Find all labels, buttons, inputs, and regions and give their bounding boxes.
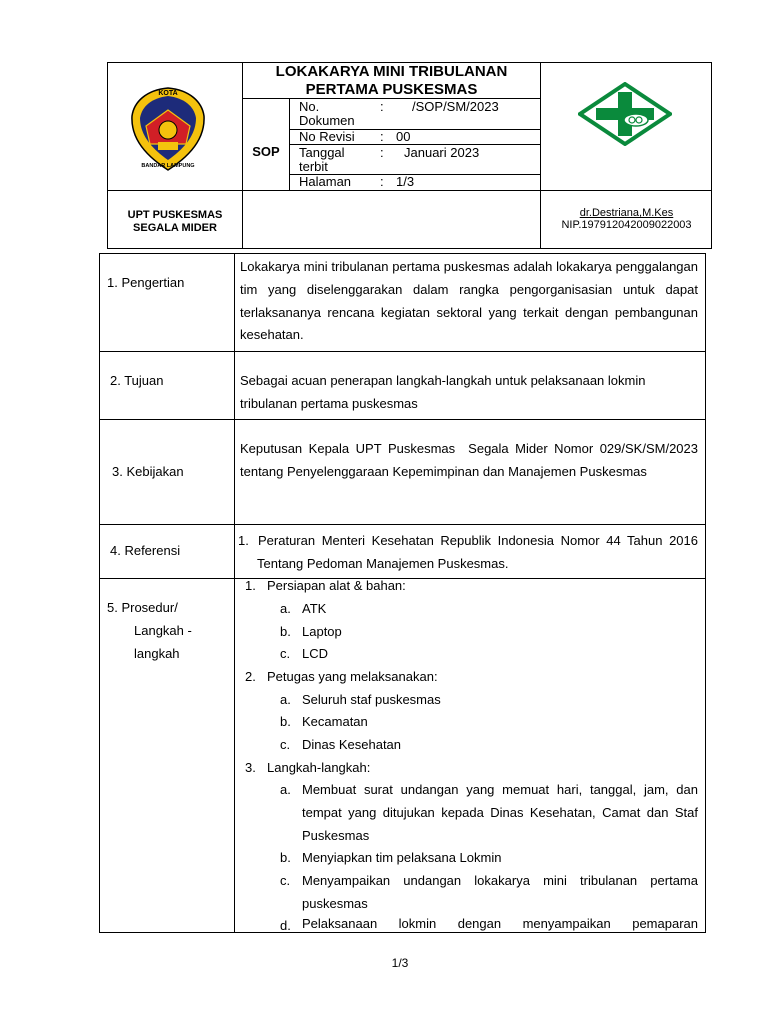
- meta-label: Tanggal: [299, 145, 345, 160]
- meta-value: 1/3: [396, 174, 415, 189]
- org-line-2: SEGALA MIDER: [133, 222, 217, 234]
- step-num: 2.: [245, 669, 256, 684]
- sub-text: Menyampaikan undangan lokakarya mini tribulanan pertama puskesmas: [302, 873, 698, 911]
- sub-text: ATK: [302, 601, 327, 616]
- prosedur-label-3: langkah: [134, 645, 180, 661]
- section-label-referensi: 4. Referensi: [110, 543, 181, 558]
- meta-value: Januari 2023: [404, 145, 480, 160]
- section-label-tujuan: 2. Tujuan: [110, 373, 164, 388]
- sub-num: a.: [280, 782, 291, 797]
- meta-sep: :: [380, 174, 384, 189]
- sub-num: c.: [280, 646, 291, 661]
- sop-label: SOP: [252, 144, 280, 159]
- meta-row-dokumen: [290, 98, 540, 130]
- row-divider: [99, 351, 706, 352]
- sub-num: b.: [280, 850, 291, 865]
- step-text: Petugas yang melaksanakan:: [267, 669, 438, 684]
- section-label-pengertian: 1. Pengertian: [107, 275, 185, 290]
- sub-text: Pelaksanaan lokmin dengan menyampaikan pemaparan: [302, 916, 698, 931]
- title-line-2: PERTAMA PUSKESMAS: [305, 81, 478, 98]
- meta-sep: :: [380, 99, 384, 114]
- sub-num: a.: [280, 692, 291, 707]
- sub-text: Laptop: [302, 624, 342, 639]
- sub-num: b.: [280, 714, 291, 729]
- sub-text: Membuat surat undangan yang memuat hari, tanggal, jam, dan tempat yang ditujukan kepada Dinas Kesehatan, Camat dan Staf Puskesmas: [302, 782, 698, 843]
- org-line-1: UPT PUSKESMAS: [127, 209, 223, 221]
- divider: [107, 190, 712, 191]
- meta-row-tanggal: [290, 144, 540, 175]
- section-label-kebijakan: 3. Kebijakan: [112, 464, 184, 479]
- meta-value: 00: [396, 129, 411, 144]
- organization-name: [108, 209, 242, 235]
- sub-text: Menyiapkan tim pelaksana Lokmin: [302, 850, 502, 865]
- meta-label: No.: [299, 99, 320, 114]
- step-text: Langkah-langkah:: [267, 760, 371, 775]
- meta-sep: :: [380, 145, 384, 160]
- sub-num: c.: [280, 873, 291, 888]
- sub-text: Kecamatan: [302, 714, 368, 729]
- row-divider: [99, 524, 706, 525]
- sub-num: c.: [280, 737, 291, 752]
- document-title: [243, 63, 540, 99]
- prosedur-label-1: 5. Prosedur/: [107, 600, 178, 615]
- signer-name: dr.Destriana,M.Kes: [579, 207, 674, 219]
- section-text-kebijakan: Keputusan Kepala UPT Puskesmas Segala Mider Nomor 029/SK/SM/2023 tentang Penyelenggaraan Kepemimpinan dan Manajemen Puskesmas: [240, 441, 706, 479]
- meta-sep: :: [380, 129, 384, 144]
- sub-num: b.: [280, 624, 291, 639]
- step-text: Persiapan alat & bahan:: [267, 578, 406, 593]
- referensi-num: 1.: [238, 533, 249, 548]
- meta-label: Halaman: [299, 174, 352, 189]
- step-num: 3.: [245, 760, 256, 775]
- meta-row-halaman: [290, 174, 540, 190]
- svg-text:KOTA: KOTA: [158, 90, 178, 97]
- section-label-prosedur: [107, 597, 192, 665]
- section-text-referensi: Peraturan Menteri Kesehatan Republik Indonesia Nomor 44 Tahun 2016 Tentang Pedoman Manajemen Puskesmas.: [257, 533, 698, 571]
- sub-text: Seluruh staf puskesmas: [302, 692, 441, 707]
- section-text-tujuan: Sebagai acuan penerapan langkah-langkah untuk pelaksanaan lokmin tribulanan pertama puskesmas: [240, 373, 646, 411]
- step-num: 1.: [245, 578, 256, 593]
- row-divider: [99, 419, 706, 420]
- page-number: 1/3: [391, 956, 409, 970]
- sub-text: LCD: [302, 646, 329, 661]
- sub-text: Dinas Kesehatan: [302, 737, 402, 752]
- signer-nip: NIP.197912042009022003: [561, 219, 692, 231]
- column-divider: [234, 253, 235, 933]
- svg-text:BANDAR LAMPUNG: BANDAR LAMPUNG: [141, 163, 195, 169]
- sub-num: a.: [280, 601, 291, 616]
- section-text-pengertian: Lokakarya mini tribulanan pertama puskesmas adalah lokakarya penggalangan tim yang diselenggarakan dalam rangka pengorganisasian untuk dapat terlaksananya rencana kegiatan sektoral yang terkait dengan pembangunan kesehatan.: [240, 259, 698, 343]
- sub-num: d.: [280, 918, 291, 933]
- meta-label-2: terbit: [299, 159, 328, 174]
- meta-label-2: Dokumen: [299, 113, 355, 128]
- signer-block: [541, 207, 712, 231]
- prosedur-label-2: Langkah -: [134, 622, 192, 638]
- city-emblem-logo: [128, 86, 208, 172]
- puskesmas-logo: [578, 82, 672, 146]
- meta-label: No Revisi: [299, 129, 355, 144]
- title-line-1: LOKAKARYA MINI TRIBULANAN: [275, 63, 508, 80]
- meta-row-revisi: [290, 129, 540, 145]
- meta-value: /SOP/SM/2023: [412, 99, 499, 114]
